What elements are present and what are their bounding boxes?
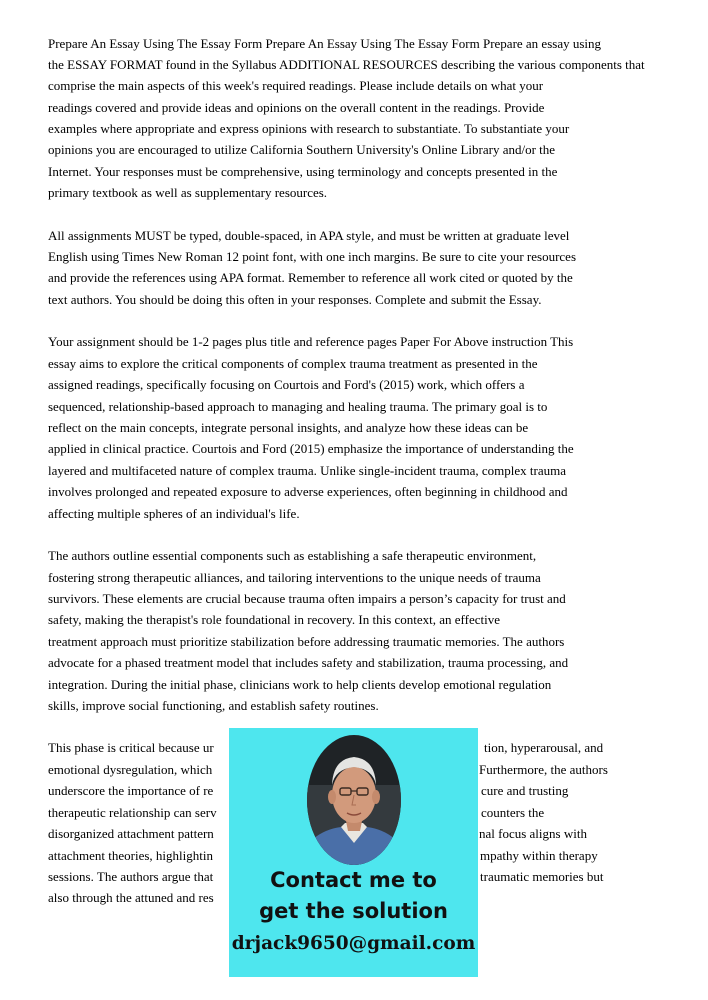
text-line: and provide the references using APA format. Remember to reference all work cited or quoted by the — [48, 270, 573, 285]
text-line-right: traumatic memories but — [480, 869, 604, 884]
text-line-left: This phase is critical because ur — [48, 740, 214, 755]
text-line: survivors. These elements are crucial because trauma often impairs a person’s capacity for trust and — [48, 591, 566, 606]
person-photo-icon — [307, 735, 401, 865]
text-line-right: tion, hyperarousal, and — [484, 740, 604, 755]
contact-headline: Contact me to — [270, 868, 437, 892]
text-line: English using Times New Roman 12 point font, with one inch margins. Be sure to cite your resources — [48, 249, 577, 264]
text-line: Internet. Your responses must be comprehensive, using terminology and concepts presented in the — [48, 164, 558, 179]
text-line-left: underscore the importance of re — [48, 783, 214, 798]
text-line-right: Furthermore, the authors — [479, 762, 608, 777]
text-line: opinions you are encouraged to utilize California Southern University's Online Library and/or the — [48, 142, 556, 157]
text-line: skills, improve social functioning, and establish safety routines. — [48, 698, 379, 713]
text-line-right: nal focus aligns with — [479, 826, 587, 841]
text-line: comprise the main aspects of this week's required readings. Please include details on what your — [48, 78, 544, 93]
text-line-left: attachment theories, highlightin — [48, 848, 213, 863]
text-line: primary textbook as well as supplementary resources. — [48, 185, 328, 200]
text-line: All assignments MUST be typed, double-spaced, in APA style, and must be written at graduate level — [48, 228, 570, 243]
text-line: sequenced, relationship-based approach to managing and healing trauma. The primary goal is to — [48, 399, 548, 414]
text-line: Your assignment should be 1-2 pages plus title and reference pages Paper For Above instruction This — [48, 334, 574, 349]
text-line: Prepare An Essay Using The Essay Form Prepare An Essay Using The Essay Form Prepare an essay using — [48, 36, 602, 51]
text-line: integration. During the initial phase, clinicians work to help clients develop emotional regulation — [48, 677, 552, 692]
text-line: layered and multifaceted nature of complex trauma. Unlike single-incident trauma, complex trauma — [48, 463, 566, 478]
portrait-photo — [307, 735, 401, 865]
text-line: examples where appropriate and express opinions with research to substantiate. To substantiate your — [48, 121, 570, 136]
text-line: affecting multiple spheres of an individual's life. — [48, 506, 300, 521]
text-line: involves prolonged and repeated exposure to adverse experiences, often beginning in childhood and — [48, 484, 568, 499]
text-line-left: disorganized attachment pattern — [48, 826, 214, 841]
text-line-right: cure and trusting — [481, 783, 569, 798]
text-line: safety, making the therapist's role foundational in recovery. In this context, an effective — [48, 612, 501, 627]
contact-email[interactable]: drjack9650@gmail.com — [231, 933, 476, 954]
text-line-right: mpathy within therapy — [480, 848, 598, 863]
text-line: readings covered and provide ideas and opinions on the overall content in the readings. Provide — [48, 100, 545, 115]
text-line: text authors. You should be doing this often in your responses. Complete and submit the Essay. — [48, 292, 542, 307]
text-line-left: therapeutic relationship can serv — [48, 805, 217, 820]
text-line: applied in clinical practice. Courtois and Ford (2015) emphasize the importance of understanding the — [48, 441, 574, 456]
text-line-left: also through the attuned and res — [48, 890, 214, 905]
text-line: advocate for a phased treatment model that includes safety and stabilization, trauma processing, and — [48, 655, 569, 670]
text-line: the ESSAY FORMAT found in the Syllabus ADDITIONAL RESOURCES describing the various components that — [48, 57, 645, 72]
contact-advert — [229, 728, 478, 977]
text-line: essay aims to explore the critical components of complex trauma treatment as presented in the — [48, 356, 538, 371]
text-line-right: counters the — [481, 805, 545, 820]
contact-subline: get the solution — [259, 899, 448, 923]
text-line: treatment approach must prioritize stabilization before addressing traumatic memories. The authors — [48, 634, 565, 649]
text-line: assigned readings, specifically focusing on Courtois and Ford's (2015) work, which offers a — [48, 377, 525, 392]
text-line-left: emotional dysregulation, which — [48, 762, 213, 777]
text-line: reflect on the main concepts, integrate personal insights, and analyze how these ideas can be — [48, 420, 529, 435]
text-line-left: sessions. The authors argue that — [48, 869, 214, 884]
text-line: fostering strong therapeutic alliances, and tailoring interventions to the unique needs of trauma — [48, 570, 541, 585]
text-line: The authors outline essential components such as establishing a safe therapeutic environment, — [48, 548, 537, 563]
